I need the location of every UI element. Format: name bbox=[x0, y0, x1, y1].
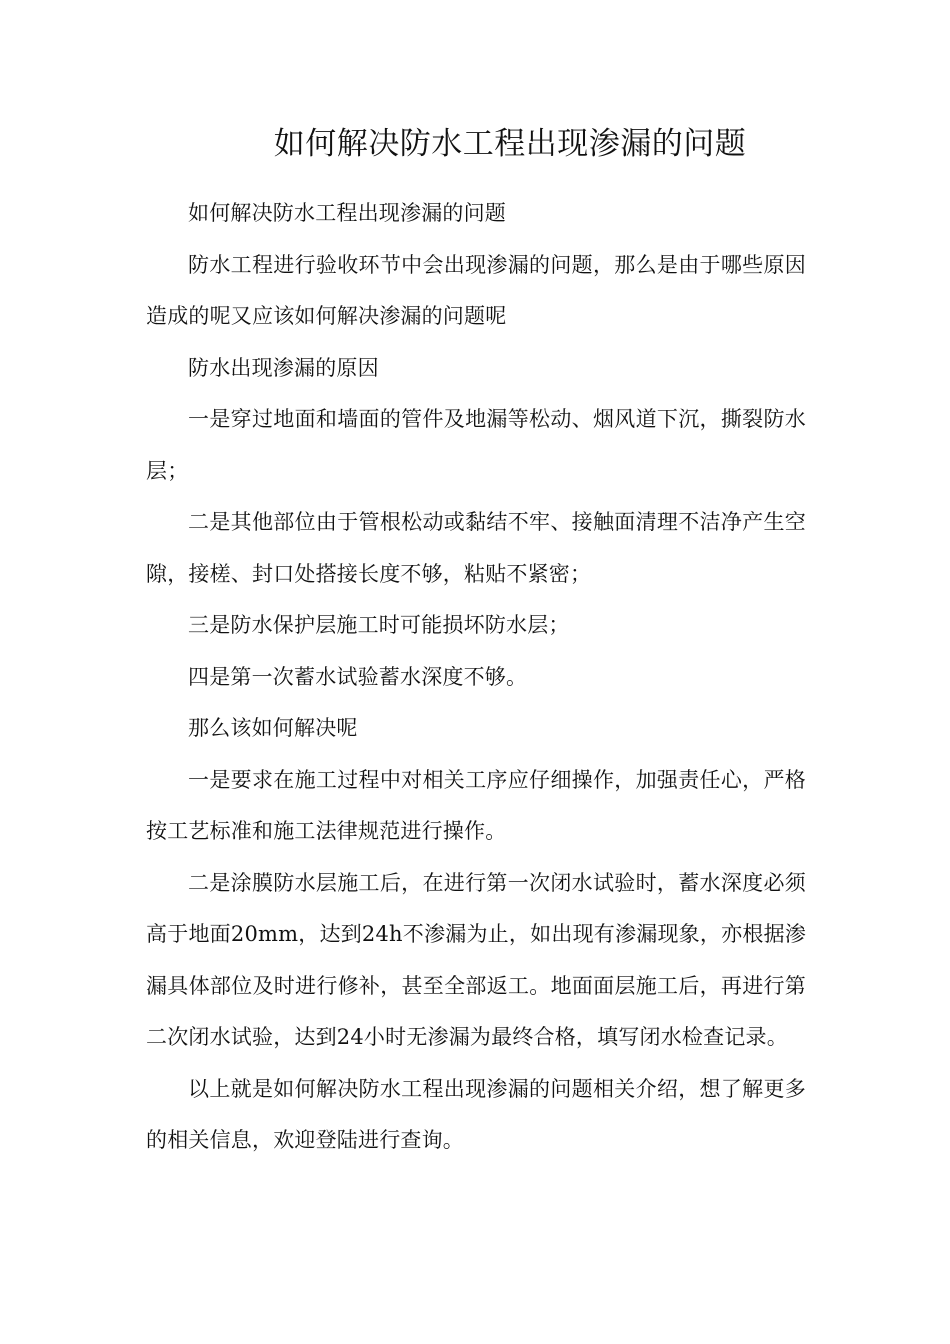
paragraph-solution-2: 二是涂膜防水层施工后，在进行第一次闭水试验时，蓄水深度必须高于地面20mm，达到24h不渗漏为止，如出现有渗漏现象，亦根据渗漏具体部位及时进行修补，甚至全部返工。地面面层施工后，再进行第二次闭水试验，达到24小时无渗漏为最终合格，填写闭水检查记录。 bbox=[146, 870, 806, 1049]
paragraph-cause-3: 三是防水保护层施工时可能损坏防水层； bbox=[188, 613, 570, 637]
document-title: 如何解决防水工程出现渗漏的问题 bbox=[273, 126, 747, 162]
paragraph-heading-repeat: 如何解决防水工程出现渗漏的问题 bbox=[188, 201, 506, 225]
paragraph-cause-1: 一是穿过地面和墙面的管件及地漏等松动、烟风道下沉，撕裂防水层； bbox=[146, 407, 806, 483]
paragraph-cause-4: 四是第一次蓄水试验蓄水深度不够。 bbox=[188, 664, 528, 689]
document-body bbox=[146, 188, 806, 1167]
paragraph-solution-1: 一是要求在施工过程中对相关工序应仔细操作，加强责任心，严格按工艺标准和施工法律规范进行操作。 bbox=[146, 767, 806, 843]
paragraph-causes-heading: 防水出现渗漏的原因 bbox=[188, 355, 379, 380]
paragraph-solutions-heading: 那么该如何解决呢 bbox=[188, 716, 358, 740]
paragraph-cause-2: 二是其他部位由于管根松动或黏结不牢、接触面清理不洁净产生空隙，接槎、封口处搭接长度不够，粘贴不紧密； bbox=[146, 510, 806, 586]
paragraph-conclusion: 以上就是如何解决防水工程出现渗漏的问题相关介绍，想了解更多的相关信息，欢迎登陆进行查询。 bbox=[146, 1076, 806, 1152]
paragraph-intro: 防水工程进行验收环节中会出现渗漏的问题，那么是由于哪些原因造成的呢又应该如何解决渗漏的问题呢 bbox=[146, 252, 806, 328]
